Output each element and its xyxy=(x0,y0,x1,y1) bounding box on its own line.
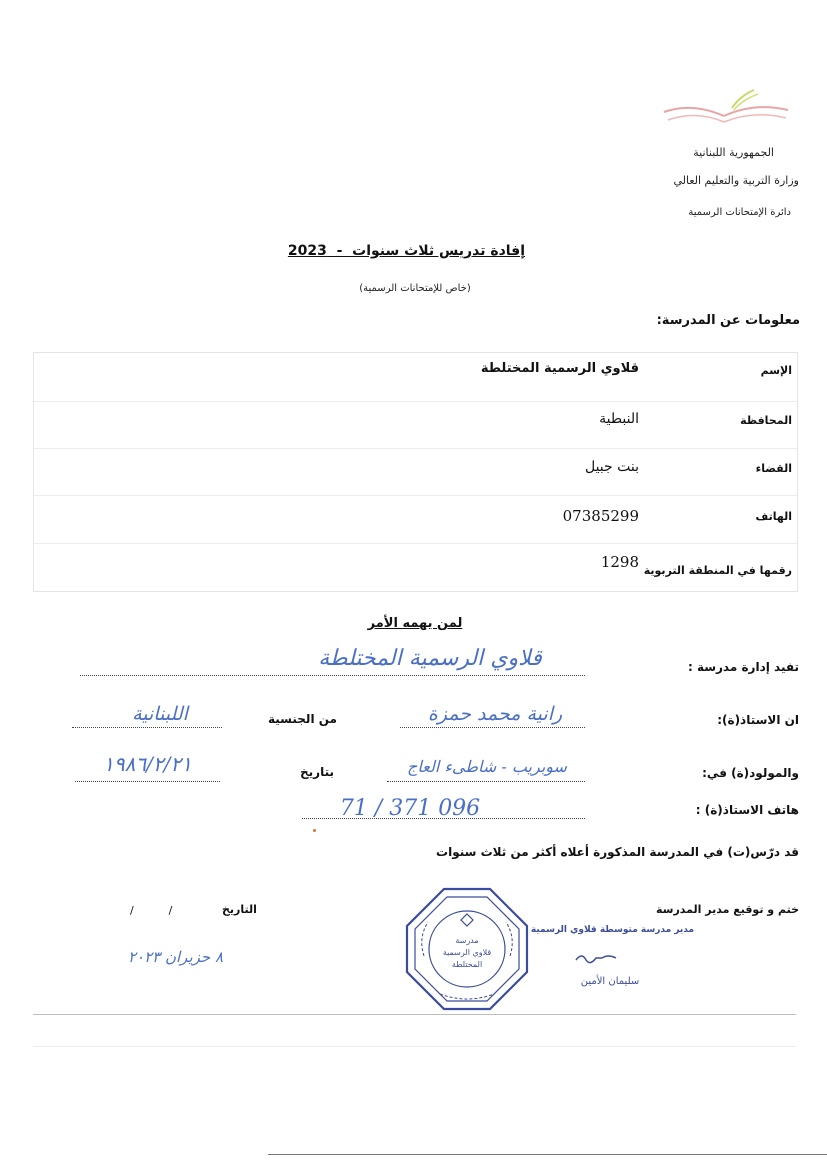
ink-dot xyxy=(313,829,316,832)
department-name: دائرة الإمتحانات الرسمية xyxy=(688,207,791,218)
school-admin-handwritten: قلاوي الرسمية المختلطة xyxy=(318,646,542,671)
teacher-phone-label: هاتف الاستاذ(ة) : xyxy=(695,803,799,817)
ministry-name: وزارة التربية والتعليم العالي xyxy=(673,174,799,187)
zone-number-label: رقمها في المنطقة التربوية xyxy=(643,564,792,577)
country-name: الجمهورية اللبنانية xyxy=(693,146,774,159)
table-row xyxy=(34,353,797,401)
document-subtitle: (خاص للإمتحانات الرسمية) xyxy=(359,283,471,294)
nationality-dotted-line xyxy=(72,727,222,728)
school-admin-dotted-line xyxy=(80,675,585,676)
date-label: التاريخ xyxy=(222,903,257,916)
school-name-label: الإسم xyxy=(760,364,792,377)
director-name-stamp: سليمان الأمين xyxy=(580,976,640,987)
stamp-signature-label: ختم و توقيع مدير المدرسة xyxy=(655,903,799,916)
seal-line-3: المختلطة xyxy=(451,960,483,969)
school-info-table xyxy=(33,352,798,592)
footer-line xyxy=(268,1154,827,1155)
director-signature xyxy=(572,948,622,968)
birth-date-label: بتاريخ xyxy=(300,765,334,779)
to-whom-heading: لمن يهمه الأمر xyxy=(367,616,463,631)
phone-value: 07385299 xyxy=(562,507,639,525)
governorate-label: المحافظة xyxy=(740,414,792,427)
ministry-logo xyxy=(662,88,792,128)
teacher-dotted-line xyxy=(400,727,585,728)
separator-line-2 xyxy=(33,1046,796,1047)
governorate-value: النبطية xyxy=(599,411,639,427)
school-admin-label: تفيد إدارة مدرسة : xyxy=(687,660,799,674)
document-title: إفادة تدريس ثلاث سنوات - 2023 xyxy=(287,243,525,259)
phone-label: الهاتف xyxy=(755,510,792,523)
signature-date-handwritten: ٨ حزيران ٢٠٢٣ xyxy=(127,948,224,966)
birth-date-dotted-line xyxy=(75,781,220,782)
born-place-dotted-line xyxy=(387,781,585,782)
nationality-label: من الجنسية xyxy=(268,712,337,726)
statement-text: قد درّس(ت) في المدرسة المذكورة أعلاه أكثر من ثلاث سنوات xyxy=(436,845,799,859)
born-place-handwritten: سوبريب - شاطىء العاج xyxy=(407,757,567,776)
birth-date-handwritten: ١٩٨٦/٢/٢١ xyxy=(103,752,192,776)
director-title-stamp: مدير مدرسة متوسطة قلاوي الرسمية xyxy=(530,925,695,935)
district-label: القضاء xyxy=(755,462,792,475)
school-seal xyxy=(404,886,530,1012)
district-value: بنت جبيل xyxy=(584,459,639,475)
date-slashes: / / xyxy=(130,904,173,917)
school-name-value: قلاوي الرسمية المختلطة xyxy=(480,361,639,376)
table-row xyxy=(34,495,797,544)
teacher-label: ان الاستاذ(ة): xyxy=(717,713,799,727)
nationality-handwritten: اللبنانية xyxy=(132,703,188,725)
seal-line-1: مدرسة xyxy=(455,936,479,945)
teacher-handwritten: رانية محمد حمزة xyxy=(427,703,563,725)
zone-number-value: 1298 xyxy=(600,553,639,571)
table-row xyxy=(34,543,797,591)
teacher-phone-handwritten: 71 / 371 096 xyxy=(339,796,481,821)
seal-line-2: قلاوي الرسمية xyxy=(442,948,492,957)
born-in-label: والمولود(ة) في: xyxy=(702,766,799,780)
school-info-heading: معلومات عن المدرسة: xyxy=(656,313,800,328)
table-row xyxy=(34,401,797,449)
separator-line-1 xyxy=(33,1014,796,1015)
table-row xyxy=(34,448,797,496)
